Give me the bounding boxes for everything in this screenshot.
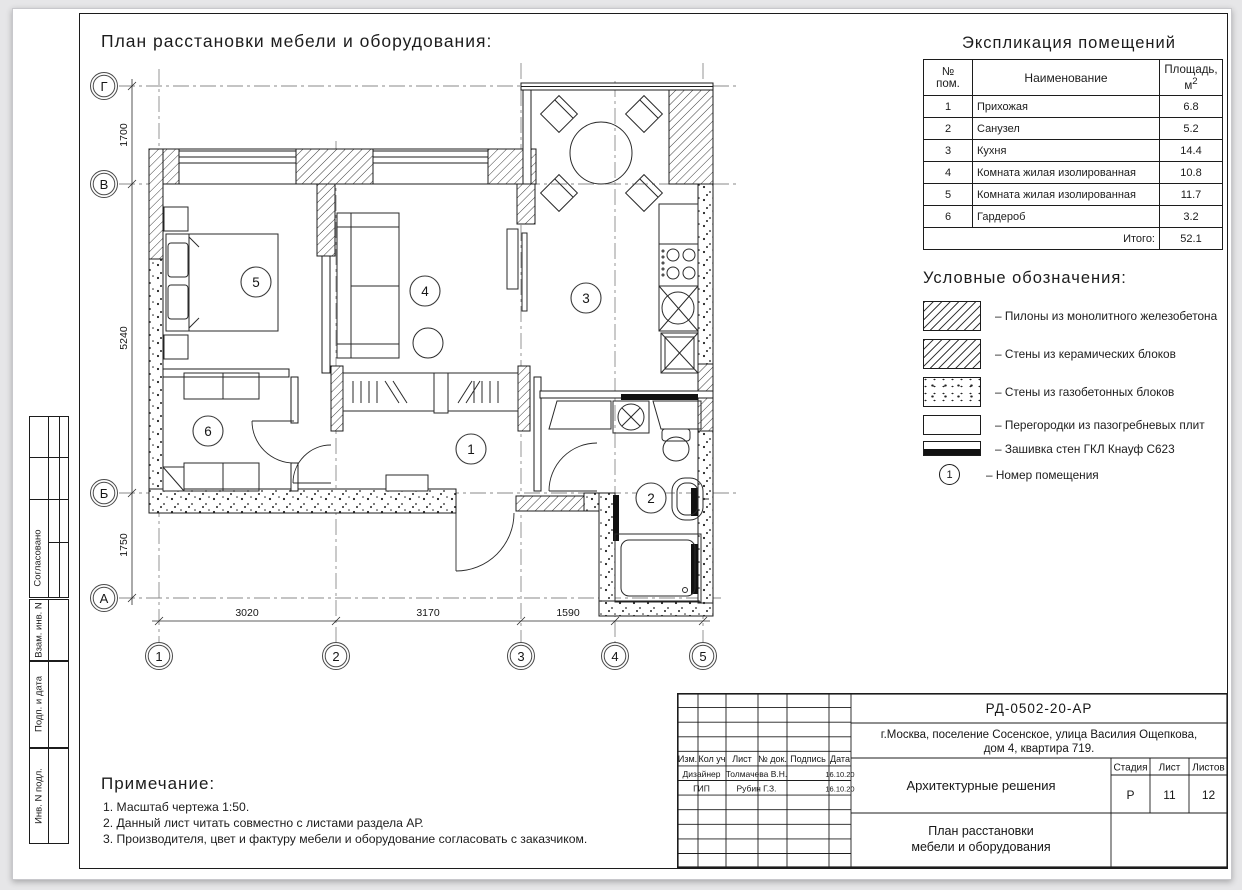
drawing-sheet <box>12 8 1232 880</box>
v-dim-1750: 1750 <box>118 533 130 557</box>
room-number-swatch: 1 <box>939 464 960 485</box>
h-dim-3170: 3170 <box>416 607 440 619</box>
kitchen-cabinet <box>659 204 698 244</box>
role-designer: Дизайнер <box>682 769 721 779</box>
col-podpis: Подпись <box>790 754 826 764</box>
axis-row-v: В <box>99 177 109 192</box>
col-header-area: Площадь, $м^2$ <box>1160 60 1223 96</box>
hatch-swatch <box>923 339 981 369</box>
room-number-1: 1 <box>467 442 475 457</box>
note-line: 1. Масштаб чертежа 1:50. <box>103 800 250 814</box>
section-title: Архитектурные решения <box>906 778 1056 793</box>
axis-row-g: Г <box>100 79 108 94</box>
window <box>373 151 488 163</box>
v-dim-1700: 1700 <box>118 123 130 147</box>
stove <box>659 244 698 286</box>
room-number-4: 4 <box>421 284 429 299</box>
table-row: 4 Комната жилая изолированная 10.8 <box>924 162 1223 184</box>
col-koluch: Кол уч <box>698 754 726 764</box>
tv-unit <box>507 229 527 311</box>
name-designer: Толмачева В.Н. <box>725 769 788 779</box>
furniture <box>163 96 709 602</box>
window <box>179 151 296 163</box>
col-izm: Изм. <box>677 754 698 764</box>
wardrobe <box>343 373 434 411</box>
plan-title-line2: мебели и оборудования <box>911 840 1051 854</box>
h-dim-1590: 1590 <box>556 607 580 619</box>
table-row: 6 Гардероб 3.2 <box>924 206 1223 228</box>
table-row: 1 Прихожая 6.8 <box>924 96 1223 118</box>
shoe-cabinet <box>386 475 428 491</box>
nightstand <box>164 207 188 231</box>
date-designer: 16.10.20 <box>825 770 855 779</box>
legend-item: – Стены из керамических блоков <box>923 339 1176 369</box>
room-number-3: 3 <box>582 291 590 306</box>
axis-row-b: Б <box>99 486 109 501</box>
col-data: Дата <box>830 754 850 764</box>
table-header-row <box>924 60 1223 96</box>
explication-table <box>923 59 1223 250</box>
coffee-table <box>413 328 443 358</box>
room-number-5: 5 <box>252 275 260 290</box>
sheets-label: Листов <box>1192 762 1225 774</box>
floor-plan-svg <box>86 56 761 696</box>
note-line: 2. Данный лист читать совместно с листами раздела АР. <box>103 816 424 830</box>
toilet <box>662 429 690 461</box>
note-line: 3. Производителя, цвет и фактуру мебели и оборудование согласовать с заказчиком. <box>103 832 588 846</box>
axis-grid <box>119 63 736 643</box>
margin-label-soglasovano: Согласовано <box>32 529 44 587</box>
margin-label-inv: Инв. N подл. <box>33 768 45 824</box>
margin-label-vzam: Взам. инв. N <box>33 602 45 658</box>
sheet-value: 11 <box>1163 788 1176 802</box>
legend-item: – Пилоны из монолитного железобетона <box>923 301 1217 331</box>
page-title: План расстановки мебели и оборудования: <box>101 31 493 51</box>
plain-swatch <box>923 415 981 435</box>
sofa <box>337 213 399 358</box>
role-gip: ГИП <box>693 783 710 794</box>
table-row: 2 Санузел 5.2 <box>924 118 1223 140</box>
sheets-value: 12 <box>1201 788 1216 802</box>
col-list: Лист <box>732 754 752 764</box>
notes-title: Примечание: <box>101 774 216 793</box>
legend-title: Условные обозначения: <box>923 269 1127 287</box>
dining-table <box>541 96 663 212</box>
hatch-swatch <box>923 301 981 331</box>
axis-row-a: А <box>99 591 109 606</box>
room-number-6: 6 <box>204 424 212 439</box>
table-row: 3 Кухня 14.4 <box>924 140 1223 162</box>
margin-label-podp: Подп. и дата <box>33 676 45 732</box>
bathtub <box>615 534 701 602</box>
sheet-label: Лист <box>1158 762 1181 774</box>
wardrobe-divider <box>434 373 448 413</box>
washing-machine <box>613 401 649 433</box>
wardrobe <box>448 373 518 411</box>
axis-col-1: 1 <box>155 649 163 664</box>
axis-col-4: 4 <box>611 649 619 664</box>
stage-value: Р <box>1126 788 1135 802</box>
title-block <box>677 693 1228 868</box>
name-gip: Рубин Г.З. <box>736 783 777 794</box>
oven <box>661 333 698 373</box>
date-gip: 16.10.20 <box>825 784 855 794</box>
room-number-2: 2 <box>647 491 655 506</box>
kitchen-sink <box>659 286 698 331</box>
axis-col-5: 5 <box>699 649 707 664</box>
room-numbers <box>193 267 666 513</box>
explication-title: Экспликация помещений <box>962 34 1176 52</box>
legend-item: – Стены из газобетонных блоков <box>923 377 1174 407</box>
col-header-num: № пом. <box>924 60 973 96</box>
address-line1: г.Москва, поселение Сосенское, улица Василия Ощепкова, <box>880 729 1198 741</box>
gkl-swatch <box>923 441 981 456</box>
col-header-name: Наименование <box>973 60 1160 96</box>
col-dok: № док. <box>758 754 787 764</box>
legend-item: 1 – Номер помещения <box>923 464 1099 485</box>
doc-number: РД-0502-20-АР <box>985 701 1093 716</box>
legend-item: – Перегородки из пазогребневых плит <box>923 415 1205 435</box>
legend-item: – Зашивка стен ГКЛ Кнауф С623 <box>923 441 1175 456</box>
nightstand <box>164 335 188 359</box>
address-line2: дом 4, квартира 719. <box>983 743 1095 755</box>
axis-col-2: 2 <box>332 649 340 664</box>
h-dim-3020: 3020 <box>235 607 259 619</box>
stipple-swatch <box>923 377 981 407</box>
table-row: 5 Комната жилая изолированная 11.7 <box>924 184 1223 206</box>
axis-col-3: 3 <box>517 649 525 664</box>
table-total-row: Итого: 52.1 <box>924 228 1223 250</box>
plan-title-line1: План расстановки <box>928 824 1034 838</box>
stage-label: Стадия <box>1113 762 1148 774</box>
v-dim-5240: 5240 <box>118 326 130 350</box>
